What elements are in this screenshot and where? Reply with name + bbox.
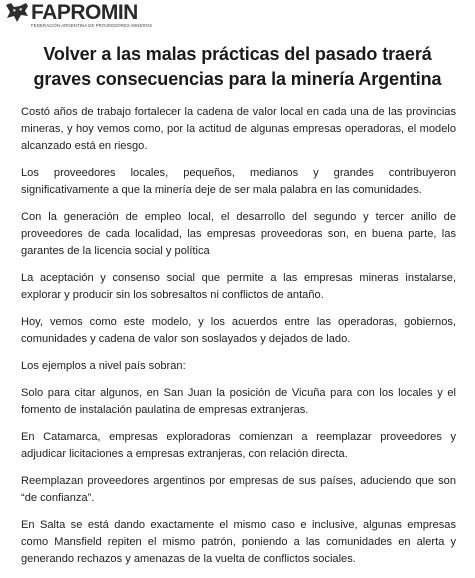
logo-wordmark: FAPROMIN (31, 1, 138, 24)
logo-subtitle: FEDERACIÓN ARGENTINA DE PROVEEDORES MINEROS (31, 23, 153, 28)
paragraph: Los ejemplos a nivel país sobran: (21, 360, 186, 372)
fapromin-logo[interactable] (4, 2, 152, 28)
article-body (21, 104, 456, 578)
paragraph: Hoy, vemos como este modelo, y los acuerdos entre las operadoras, gobiernos, comunidades y cadena de valor son soslayados y dejados de lado. (21, 316, 456, 345)
wolf-head-icon (4, 2, 30, 24)
article-title-line-1: Volver a las malas prácticas del pasado traerá (43, 44, 432, 64)
paragraph: En Catamarca, empresas exploradoras comienzan a reemplazar proveedores y adjudicar licitaciones a empresas extranjeras, con relación directa. (21, 431, 456, 460)
header (0, 0, 475, 34)
paragraph: Costó años de trabajo fortalecer la cadena de valor local en cada una de las provincias mineras, y hoy vemos como, por la actitud de algunas empresas operadoras, el modelo alcanzado está en riesgo. (21, 106, 456, 152)
paragraph: En Salta se está dando exactamente el mismo caso e inclusive, algunas empresas como Mansfield repiten el mismo patrón, poniendo a las comunidades en alerta y generando rechazos y amenazas de la vuelta de conflictos sociales. (21, 519, 456, 565)
paragraph: La aceptación y consenso social que permite a las empresas mineras instalarse, explorar y producir sin los sobresaltos ni conflictos de antaño. (21, 272, 456, 301)
paragraph: Solo para citar algunos, en San Juan la posición de Vicuña para con los locales y el fomento de instalación paulatina de empresas extranjeras. (21, 387, 456, 416)
article-title (10, 42, 465, 92)
paragraph: Reemplazan proveedores argentinos por empresas de sus países, aduciendo que son “de confianza”. (21, 475, 456, 504)
paragraph: Los proveedores locales, pequeños, medianos y grandes contribuyeron significativamente a que la minería deje de ser mala palabra en las comunidades. (21, 167, 456, 196)
logo-row (4, 2, 152, 24)
paragraph: Con la generación de empleo local, el desarrollo del segundo y tercer anillo de proveedores de cada localidad, las empresas proveedoras son, en buena parte, las garantes de la licencia social y política (21, 211, 456, 257)
article-title-line-2: graves consecuencias para la minería Argentina (33, 69, 442, 89)
